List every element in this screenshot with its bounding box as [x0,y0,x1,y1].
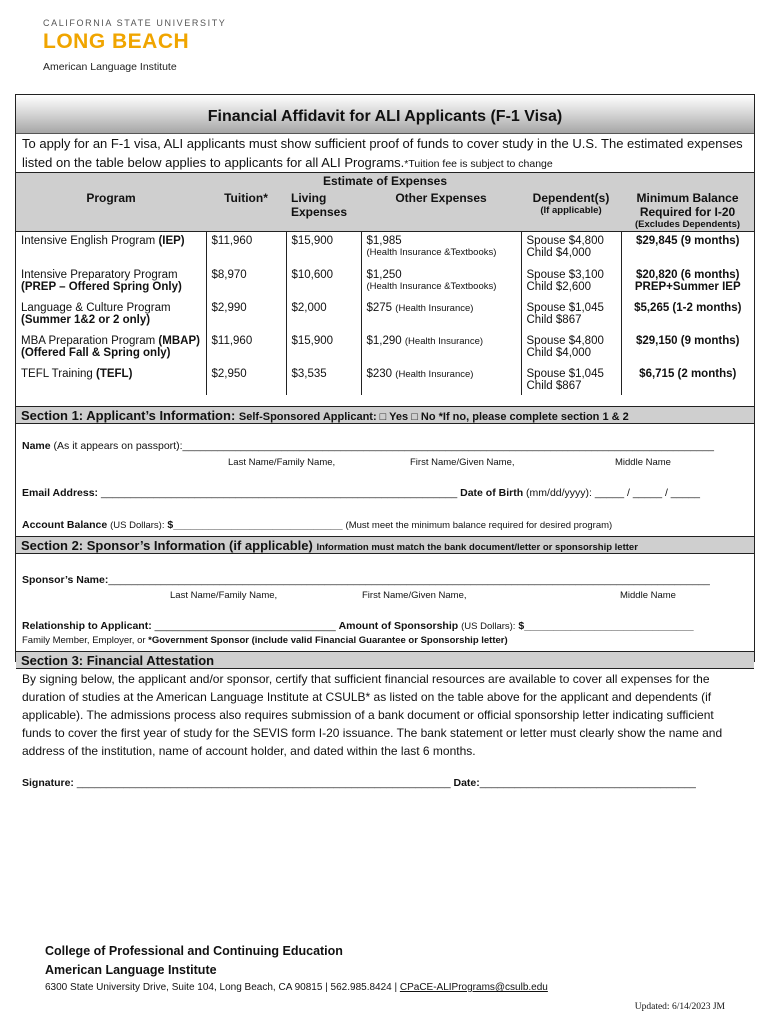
cell-other [361,365,521,395]
other-sub: (Health Insurance) [404,335,484,347]
sponsor-name-input-line[interactable]: _______________________________________________________________________________________________________ [108,574,710,586]
sponsor-last-caption: Last Name/Family Name, [170,590,278,601]
table-row [16,365,754,395]
header-program: Program [86,191,136,205]
cell-dependents [521,232,621,266]
updated-stamp: Updated: 6/14/2023 JM [634,1002,725,1012]
balance-hint: (US Dollars): [110,520,165,531]
other-amount: $1,290 [366,334,402,347]
program-label: Language & Culture Program [21,301,171,314]
logo-institute: American Language Institute [43,61,177,73]
expenses-table [16,172,754,395]
other-amount: $1,250 [366,268,402,281]
header-minimum-label: Minimum Balance Required for I-20 [636,191,739,219]
section1-sub: Self-Sponsored Applicant: □ Yes □ No *If no, please complete section 1 & 2 [238,411,629,423]
date-input-line[interactable]: _____________________________________ [479,777,696,789]
tuition-note: *Tuition fee is subject to change [404,158,553,170]
header-minimum-sub: (Excludes Dependents) [634,219,741,230]
cell-tuition: $2,950 [206,365,286,395]
sponsor-middle-caption: Middle Name [620,590,676,601]
dependent-spouse: Spouse $4,800 [526,334,604,347]
program-name [21,335,201,347]
cell-tuition: $8,970 [206,266,286,299]
dependent-spouse: Spouse $1,045 [526,367,604,380]
logo-university-line: CALIFORNIA STATE UNIVERSITY [43,18,227,28]
sponsor-name-label: Sponsor’s Name: [22,574,109,586]
footer-address-text: 6300 State University Drive, Suite 104, Long Beach, CA 90815 | 562.985.8424 | [45,982,400,993]
minimum-amount: $5,265 (1-2 months) [634,301,742,314]
relationship-note [22,635,508,646]
program-abbrev: (TEFL) [96,367,133,380]
dependent-child: Child $4,000 [526,346,592,359]
cell-living: $3,535 [286,365,361,395]
sponsor-first-caption: First Name/Given Name, [362,590,467,601]
program-name [21,269,201,281]
program-note: (Summer 1&2 or 2 only) [21,313,151,326]
header-dependents-label: Dependent(s) [532,191,610,205]
sponsor-name-row [22,574,710,586]
header-dependents [521,189,621,232]
table-row [16,332,754,365]
cell-minimum [621,232,754,266]
cell-minimum [621,266,754,299]
program-label: Intensive Preparatory Program [21,268,178,281]
signature-row [22,777,696,789]
program-abbrev: (MBAP) [158,334,200,347]
email-label: Email Address: [22,487,99,499]
header-other: Other Expenses [395,191,487,205]
header-tuition: Tuition* [224,191,268,205]
program-note: (PREP – Offered Spring Only) [21,280,182,293]
other-amount: $1,985 [366,235,402,247]
name-label: Name [22,440,51,452]
cell-program [16,266,206,299]
program-name [21,368,201,380]
dependent-spouse: Spouse $4,800 [526,235,604,247]
date-label: Date: [453,777,480,789]
section3-header [16,651,754,669]
cell-minimum [621,299,754,332]
name-last-caption: Last Name/Family Name, [228,457,336,468]
cell-other [361,232,521,266]
footer-institute: American Language Institute [45,963,217,977]
dob-input[interactable]: (mm/dd/yyyy): _____ / _____ / _____ [526,487,700,499]
relationship-row [22,620,694,632]
program-label: MBA Preparation Program [21,334,159,347]
table-row [16,266,754,299]
intro-text [22,134,752,174]
minimum-amount: $6,715 (2 months) [639,367,737,380]
cell-program [16,332,206,365]
dependent-child: Child $2,600 [526,280,592,293]
program-name [21,235,201,247]
dependent-spouse: Spouse $1,045 [526,301,604,314]
page-title: Financial Affidavit for ALI Applicants (F-1 Visa) [207,108,563,125]
section1-header [16,406,754,424]
amount-hint: (US Dollars): [461,621,516,632]
relationship-note-bold: *Government Sponsor (include valid Financial Guarantee or Sponsorship letter) [148,635,508,646]
section2-sub: Information must match the bank document/letter or sponsorship letter [316,542,638,553]
cell-minimum [621,365,754,395]
cell-living: $10,600 [286,266,361,299]
program-label: Intensive English Program [21,235,159,247]
signature-input-line[interactable]: ________________________________________________________________ [76,777,451,789]
cell-living: $2,000 [286,299,361,332]
dob-label: Date of Birth [460,487,524,499]
minimum-amount: $29,150 (9 months) [635,334,740,347]
name-row [22,440,714,452]
other-sub: (Health Insurance &Textbooks) [366,280,497,292]
dependent-spouse: Spouse $3,100 [526,268,604,281]
relationship-label: Relationship to Applicant: [22,620,152,632]
dependent-child: Child $867 [526,313,582,326]
footer-college: College of Professional and Continuing Education [45,944,343,958]
table-caption: Estimate of Expenses [16,173,754,190]
balance-input-line[interactable]: $_____________________________ [167,519,343,531]
email-row [22,487,700,499]
cell-dependents [521,332,621,365]
header-dependents-sub: (If applicable) [540,205,602,216]
section1-title: Section 1: Applicant’s Information: [21,408,236,423]
cell-dependents [521,365,621,395]
other-sub: (Health Insurance) [395,368,474,380]
footer-email-link[interactable]: CPaCE-ALIPrograms@csulb.edu [399,982,548,993]
minimum-amount: $29,845 (9 months) [635,235,740,247]
header-minimum [621,189,754,232]
cell-other [361,266,521,299]
cell-program [16,365,206,395]
cell-dependents [521,299,621,332]
attestation-text: By signing below, the applicant and/or sponsor, certify that sufficient financial resources are available to cover all expenses for the duration of studies at the American Language Institute at CSULB* as listed on the table above for the applicant and dependents (if applicable). The admissions process also requires submission of a bank document or official sponsorship letter indicating sufficient funds to cover the first year of study for the SEVIS form I-20 issuance. The bank statement or letter must clearly show the name and address of the institution, name of account holder, and dated within the last 6 months. [22,672,723,758]
cell-program [16,299,206,332]
cell-program [16,232,206,266]
logo-long-beach: LONG BEACH [43,30,190,53]
other-sub: (Health Insurance) [395,302,474,314]
table-row [16,299,754,332]
other-amount: $275 [366,301,393,314]
name-hint: (As it appears on passport): [53,440,183,452]
cell-other [361,299,521,332]
relationship-note-text: Family Member, Employer, or [22,635,149,646]
header-living: Living Expenses [291,191,348,219]
minimum-amount: $20,820 (6 months) [635,268,740,281]
cell-tuition: $11,960 [206,332,286,365]
amount-input-line[interactable]: $_____________________________ [518,620,694,632]
section2-header [16,536,754,554]
table-row [16,232,754,266]
other-sub: (Health Insurance &Textbooks) [366,247,497,258]
relationship-input-line[interactable]: _______________________________ [154,620,336,632]
amount-label: Amount of Sponsorship [338,620,459,632]
minimum-note: PREP+Summer IEP [634,280,741,293]
dependent-child: Child $4,000 [526,247,592,259]
dependent-child: Child $867 [526,379,582,392]
cell-living: $15,900 [286,232,361,266]
cell-other [361,332,521,365]
intro-main: To apply for an F-1 visa, ALI applicants must show sufficient proof of funds to cover study in the U.S. The estimated expenses listed on the table below applies to applicants for all ALI Programs. [22,136,743,170]
name-input-line[interactable]: ___________________________________________________________________________________________ [182,440,714,452]
balance-note: (Must meet the minimum balance required for desired program) [345,520,613,531]
section2-title: Section 2: Sponsor’s Information (if applicable) [21,538,313,553]
balance-label: Account Balance [22,519,108,531]
cell-living: $15,900 [286,332,361,365]
cell-dependents [521,266,621,299]
other-amount: $230 [366,367,393,380]
section3-title: Section 3: Financial Attestation [21,653,215,668]
name-middle-caption: Middle Name [615,457,671,468]
balance-row [22,519,612,531]
cell-minimum [621,332,754,365]
cell-tuition: $11,960 [206,232,286,266]
footer-address [45,982,548,993]
email-input-line[interactable]: _____________________________________________________________ [100,487,458,499]
program-name [21,302,201,314]
program-label: TEFL Training [21,367,96,380]
program-note: (Offered Fall & Spring only) [21,346,171,359]
signature-label: Signature: [22,777,74,789]
program-abbrev: (IEP) [158,235,185,247]
name-first-caption: First Name/Given Name, [410,457,515,468]
cell-tuition: $2,990 [206,299,286,332]
